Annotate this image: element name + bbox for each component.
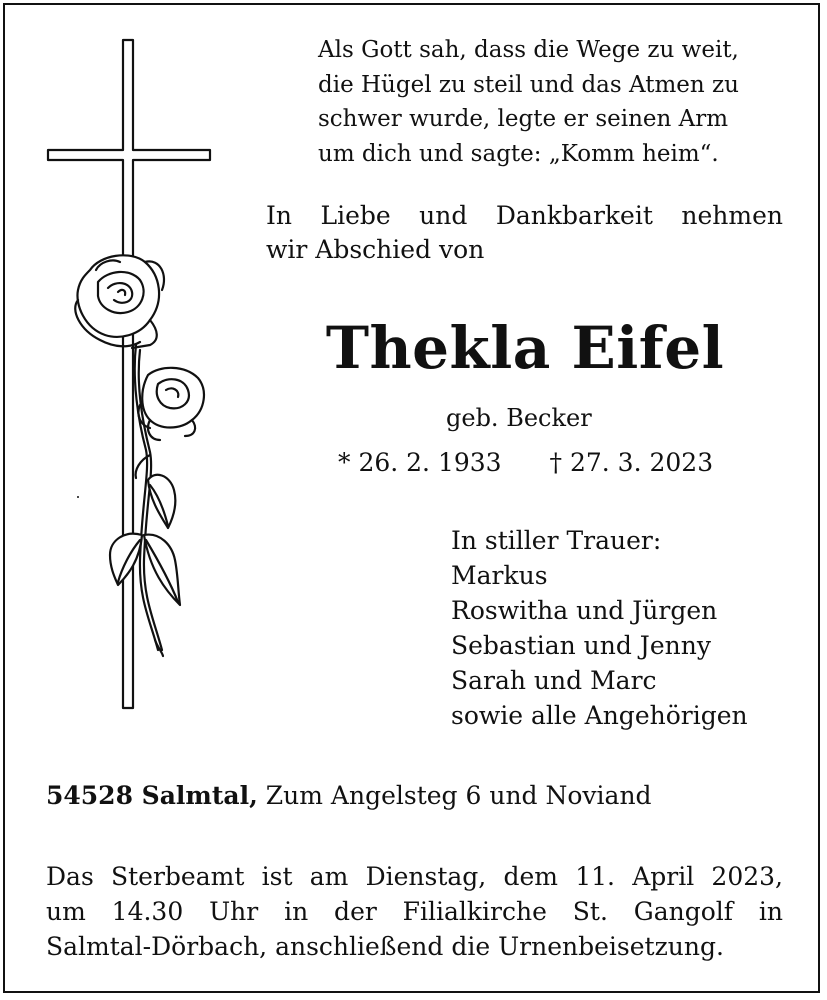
mourner-entry: Roswitha und Jürgen	[451, 596, 718, 625]
address	[46, 778, 652, 814]
service-info	[46, 859, 783, 964]
poem-line: Als Gott sah, dass die Wege zu weit,	[318, 37, 739, 63]
death-date: † 27. 3. 2023	[549, 448, 714, 477]
birth-date: * 26. 2. 1933	[338, 448, 502, 477]
service-line-3: Salmtal-Dörbach, anschließend die Urnenbeisetzung.	[46, 932, 724, 961]
mourner-entry: sowie alle Angehörigen	[451, 701, 748, 730]
service-line-1: Das Sterbeamt ist am Dienstag, dem 11. April 2023,	[46, 862, 783, 891]
intro-line-1: In Liebe und Dankbarkeit nehmen	[266, 201, 783, 230]
mourners-list	[451, 523, 748, 733]
farewell-intro	[266, 199, 783, 267]
intro-line-2: wir Abschied von	[266, 235, 485, 264]
mourner-entry: Sarah und Marc	[451, 666, 657, 695]
mourner-entry: Sebastian und Jenny	[451, 631, 711, 660]
address-street: Zum Angelsteg 6 und Noviand	[265, 781, 652, 810]
deceased-name: Thekla Eifel	[325, 314, 725, 382]
poem-line: um dich und sagte: „Komm heim“.	[318, 140, 719, 167]
life-dates	[338, 445, 713, 481]
address-place: 54528 Salmtal,	[46, 781, 258, 810]
service-line-2: um 14.30 Uhr in der Filialkirche St. Gangolf in	[46, 897, 783, 926]
poem-line: die Hügel zu steil und das Atmen zu	[318, 71, 739, 98]
mourners-heading: In stiller Trauer:	[451, 526, 662, 555]
poem-line: schwer wurde, legte er seinen Arm	[318, 106, 729, 132]
mourner-entry: Markus	[451, 561, 548, 590]
birth-name: geb. Becker	[446, 404, 592, 432]
poem	[318, 33, 739, 171]
